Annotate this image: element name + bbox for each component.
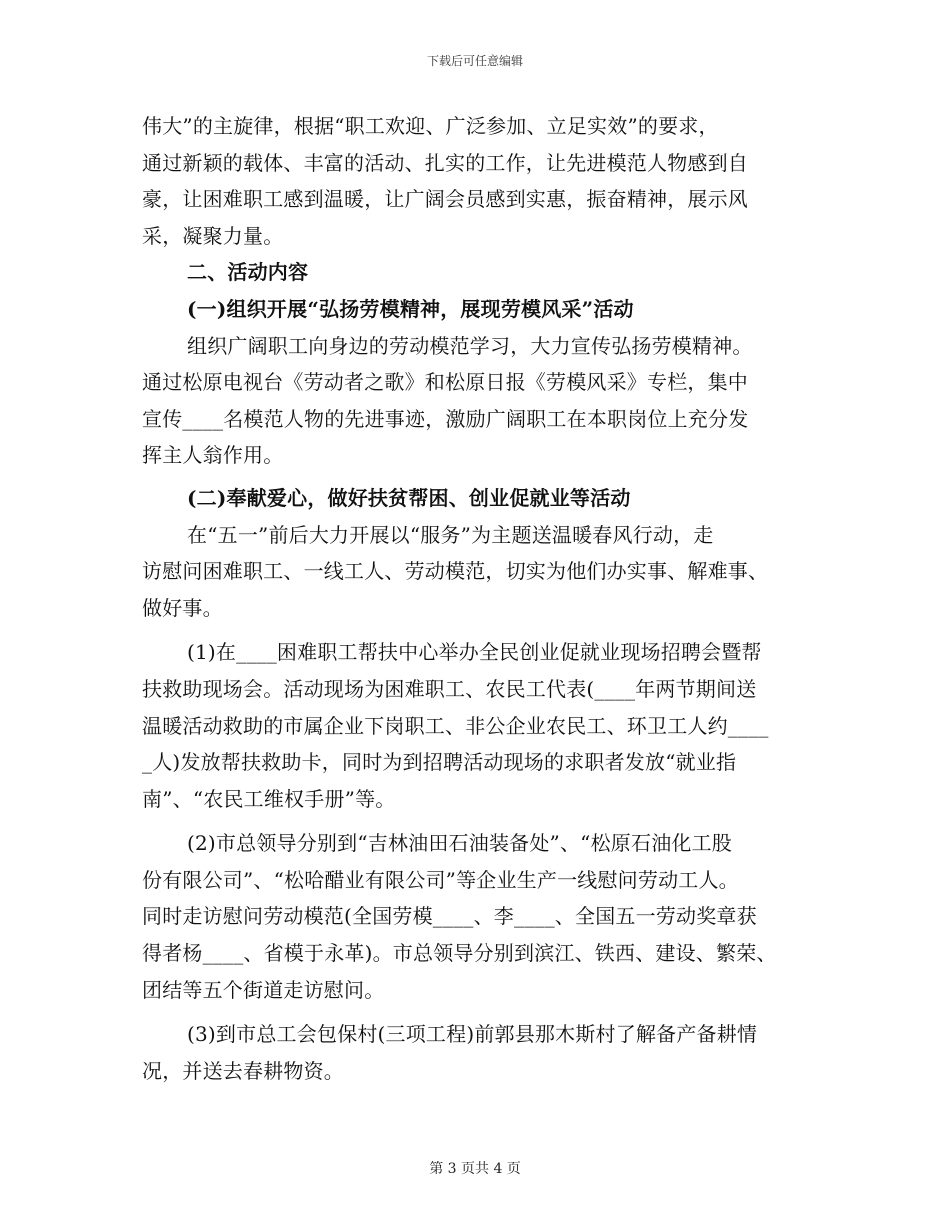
paragraph-intro-continued	[142, 108, 810, 254]
page-footer: 第 3 页共 4 页	[429, 1161, 521, 1177]
text-line: 通过新颖的载体、丰富的活动、扎实的工作，让先进模范人物感到自	[142, 150, 748, 175]
text-line: 得者杨____、省模于永革)。市总领导分别到滨江、铁西、建设、繁荣、	[142, 941, 777, 966]
section-heading-activities: 二、活动内容	[187, 260, 309, 285]
text-line: 采，凝聚力量。	[142, 223, 284, 248]
text-line: 团结等五个街道走访慰问。	[142, 977, 385, 1002]
text-line: 同时走访慰问劳动模范(全国劳模____、李____、全国五一劳动奖章获	[142, 904, 757, 929]
text-line: 扶救助现场会。活动现场为困难职工、农民工代表(____年两节期间送	[142, 676, 757, 701]
document-body	[142, 108, 810, 1089]
text-line: 份有限公司”、“松哈醋业有限公司”等企业生产一线慰问劳动工人。	[142, 867, 739, 892]
text-line: 宣传____名模范人物的先进事迹，激励广阔职工在本职岗位上充分发	[142, 406, 749, 431]
text-line: _人)发放帮扶救助卡，同时为到招聘活动现场的求职者发放“就业指	[142, 750, 737, 775]
subsection-heading-1: (一)组织开展“弘扬劳模精神，展现劳模风采”活动	[187, 296, 634, 321]
text-line: 在“五一”前后大力开展以“服务”为主题送温暖春风行动，走	[187, 522, 714, 547]
text-line: 组织广阔职工向身边的劳动模范学习，大力宣传弘扬劳模精神。	[187, 333, 753, 358]
text-line: 做好事。	[142, 595, 223, 620]
text-line: 豪，让困难职工感到温暖，让广阔会员感到实惠，振奋精神，展示风	[142, 187, 748, 212]
text-line: 伟大”的主旋律，根据“职工欢迎、广泛参加、立足实效”的要求，	[142, 114, 719, 138]
list-item-2	[142, 825, 810, 1008]
text-line: 通过松原电视台《劳动者之歌》和松原日报《劳模风采》专栏，集中	[142, 370, 748, 395]
page-header: 下载后可任意编辑	[426, 54, 523, 68]
text-line: 况，并送去春耕物资。	[142, 1058, 344, 1083]
text-line: 南”、“农民工维权手册”等。	[142, 786, 396, 811]
text-line: 挥主人翁作用。	[142, 443, 284, 468]
text-line: (2)市总领导分别到“吉林油田石油装备处”、“松原石油化工股	[187, 831, 733, 856]
paragraph-model-workers	[142, 328, 810, 474]
text-line: 温暖活动救助的市属企业下岗职工、非公企业农民工、环卫工人约____	[142, 713, 769, 738]
text-line: 访慰问困难职工、一线工人、劳动模范，切实为他们办实事、解难事、	[142, 559, 769, 584]
paragraph-warmth-campaign	[142, 517, 810, 627]
list-item-3	[142, 1016, 810, 1089]
subsection-heading-2: (二)奉献爱心，做好扶贫帮困、创业促就业等活动	[187, 485, 631, 510]
text-line: (3)到市总工会包保村(三项工程)前郭县那木斯村了解备产备耕情	[187, 1022, 758, 1047]
list-item-1	[142, 634, 810, 817]
text-line: (1)在____困难职工帮扶中心举办全民创业促就业现场招聘会暨帮	[187, 640, 762, 665]
